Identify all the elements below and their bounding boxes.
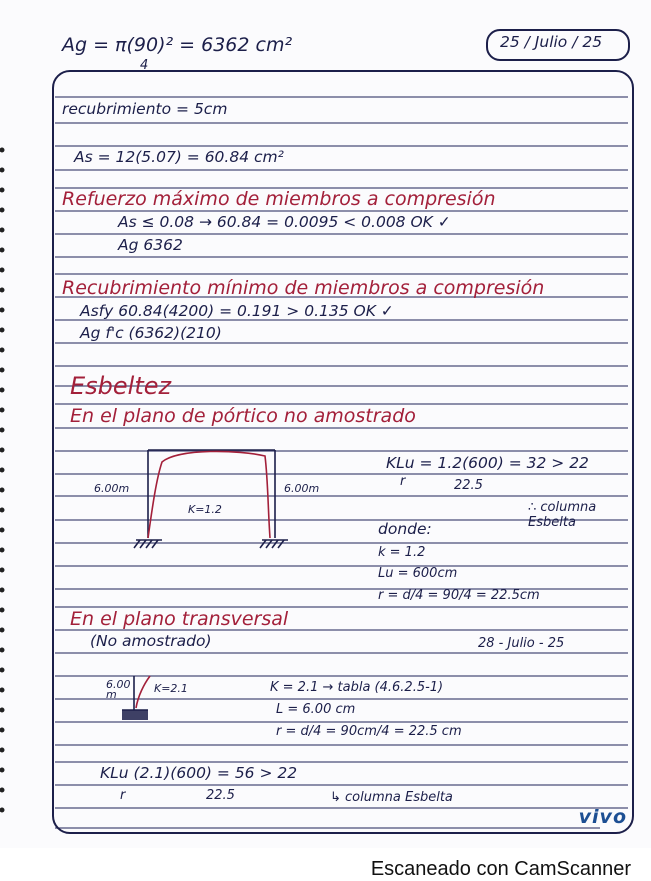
right-height-label: 6.00m (284, 482, 320, 495)
refuerzo-equation: As ≤ 0.08 → 60.84 = 0.0095 < 0.008 OK ✓ (118, 213, 451, 231)
r-value: r = d/4 = 90/4 = 22.5cm (378, 588, 540, 603)
left-height-label: 6.00m (94, 482, 130, 495)
columna-esbelta-2: ↳ columna Esbelta (330, 790, 453, 805)
plano-transversal-heading: En el plano transversal (70, 608, 289, 630)
date-text: 25 / Julio / 25 (500, 33, 603, 51)
klu-equation: KLu = 1.2(600) = 32 > 22 (386, 454, 589, 472)
klu-denominator: 22.5 (454, 478, 483, 493)
k-label-diagram2: K=2.1 (154, 682, 188, 695)
plano-portico-heading: En el plano de pórtico no amostrado (70, 405, 416, 427)
r-line: r = d/4 = 90cm/4 = 22.5 cm (276, 724, 462, 739)
recub-min-denominator: Ag f'c (6362)(210) (80, 324, 222, 342)
klu2-r: r (120, 788, 126, 803)
as-line: As = 12(5.07) = 60.84 cm² (74, 148, 284, 166)
no-amostrado-label: (No amostrado) (90, 632, 212, 650)
columna-esbelta-note: ∴ columna Esbelta (528, 500, 597, 530)
klu2-equation: KLu (2.1)(600) = 56 > 22 (100, 764, 298, 782)
k-value: k = 1.2 (378, 545, 426, 560)
cantilever-height-label: 6.00 m (106, 678, 131, 701)
portal-frame-diagram (90, 440, 320, 560)
recub-min-title: Recubrimiento mínimo de miembros a compresión (62, 277, 545, 299)
lu-value: Lu = 600cm (378, 566, 458, 581)
camscanner-watermark: Escaneado con CamScanner (370, 858, 631, 880)
l-line: L = 6.00 cm (276, 702, 356, 717)
ag-denominator: 4 (140, 58, 149, 73)
k21-line: K = 2.1 → tabla (4.6.2.5-1) (270, 680, 444, 695)
recub-min-equation: Asfy 60.84(4200) = 0.191 > 0.135 OK ✓ (80, 302, 394, 320)
klu-r: r (400, 474, 406, 489)
vivo-logo: vivo (578, 806, 627, 828)
ag-formula: Ag = π(90)² = 6362 cm² (62, 34, 293, 56)
second-date: 28 - Julio - 25 (478, 636, 565, 651)
esbeltez-heading: Esbeltez (70, 372, 172, 400)
donde-label: donde: (378, 520, 432, 538)
recubrimiento-line: recubrimiento = 5cm (62, 100, 228, 118)
klu2-denominator: 22.5 (206, 788, 235, 803)
refuerzo-denominator: Ag 6362 (118, 236, 183, 254)
k-label-diagram1: K=1.2 (188, 503, 222, 516)
refuerzo-title: Refuerzo máximo de miembros a compresión (62, 188, 496, 210)
